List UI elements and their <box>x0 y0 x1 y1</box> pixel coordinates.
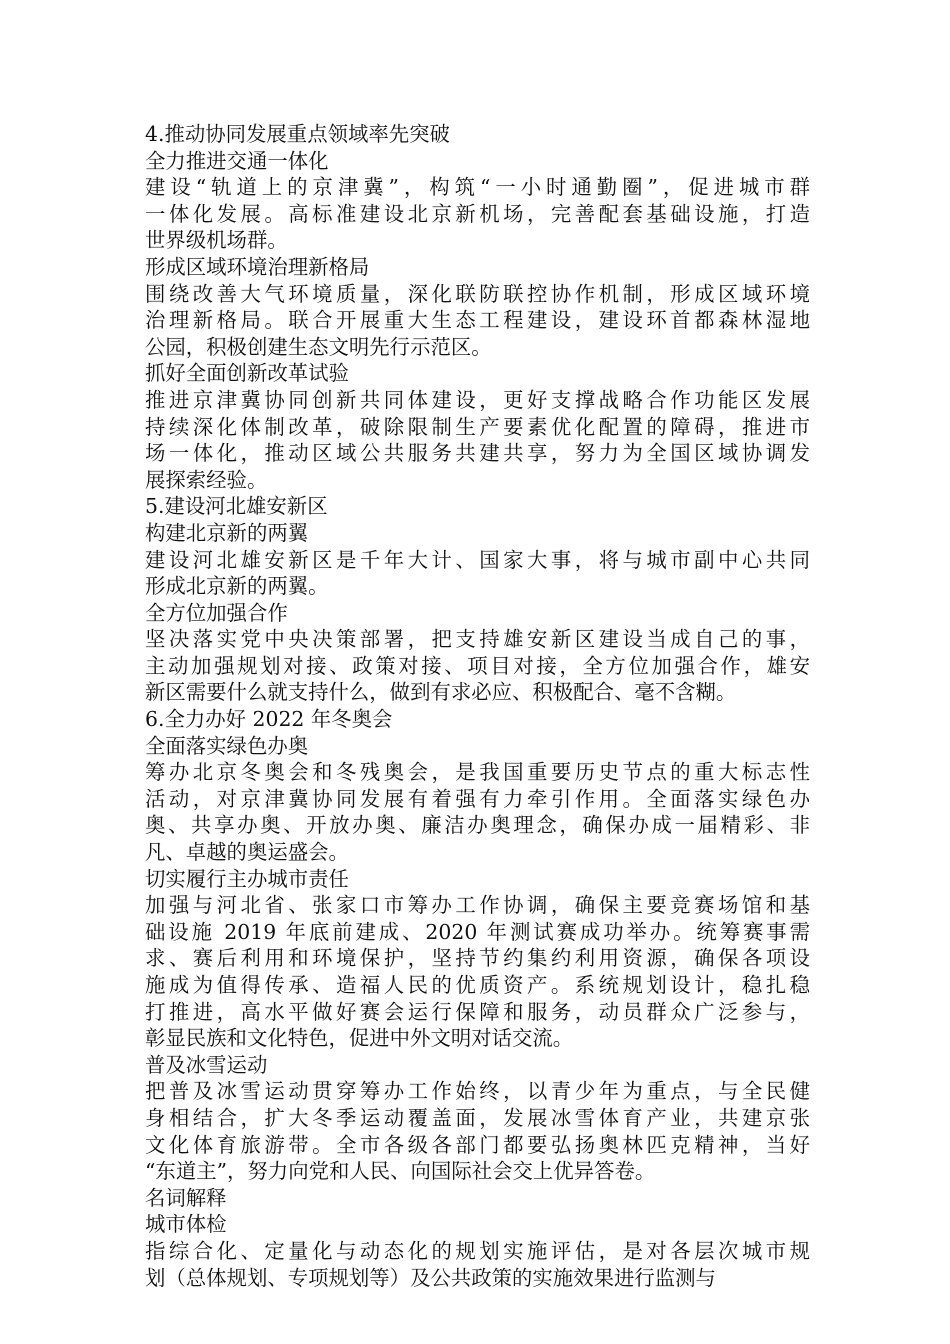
section-heading <box>145 706 810 733</box>
text-line: 坚决落实党中央决策部署，把支持雄安新区建设当成自己的事， <box>145 627 810 652</box>
text-line: 持续深化体制改革，破除限制生产要素优化配置的障碍，推进市 <box>145 414 810 439</box>
subsection-heading <box>145 254 810 281</box>
body-paragraph <box>145 1238 810 1291</box>
body-paragraph <box>145 387 810 493</box>
text-line: 彰显民族和文化特色，促进中外文明对话交流。 <box>145 1026 574 1051</box>
text-line: 筹办北京冬奥会和冬残奥会，是我国重要历史节点的重大标志性 <box>145 760 810 785</box>
text-line: 打推进，高水平做好赛会运行保障和服务，动员群众广泛参与， <box>145 999 810 1024</box>
text-line: 身相结合，扩大冬季运动覆盖面，发展冰雪体育产业，共建京张 <box>145 1105 810 1130</box>
body-paragraph <box>145 1078 810 1184</box>
text-line: 展探索经验。 <box>145 467 268 492</box>
body-paragraph <box>145 759 810 865</box>
text-line: 推进京津冀协同创新共同体建设，更好支撑战略合作功能区发展 <box>145 387 810 412</box>
body-paragraph <box>145 626 810 706</box>
text-line: 治理新格局。联合开展重大生态工程建设，建设环首都森林湿地 <box>145 308 810 333</box>
subsection-heading <box>145 866 810 893</box>
text-line: 文化体育旅游带。全市各级各部门都要弘扬奥林匹克精神，当好 <box>145 1132 810 1157</box>
text-line: 划（总体规划、专项规划等）及公共政策的实施效果进行监测与 <box>145 1265 716 1290</box>
text-line: 构建北京新的两翼 <box>145 520 309 545</box>
body-paragraph <box>145 174 810 254</box>
section-heading <box>145 493 810 520</box>
text-line: 5.建设河北雄安新区 <box>145 494 328 519</box>
subsection-heading <box>145 148 810 175</box>
text-line: 形成北京新的两翼。 <box>145 574 329 599</box>
text-line: 加强与河北省、张家口市筹办工作协调，确保主要竞赛场馆和基 <box>145 893 810 918</box>
text-line: “东道主”，努力向党和人民、向国际社会交上优异答卷。 <box>145 1159 656 1184</box>
subsection-heading <box>145 1052 810 1079</box>
text-line: 世界级机场群。 <box>145 228 288 253</box>
section-heading <box>145 121 810 148</box>
subsection-heading <box>145 520 810 547</box>
text-line: 把普及冰雪运动贯穿筹办工作始终，以青少年为重点，与全民健 <box>145 1079 810 1104</box>
text-line: 础设施 2019 年底前建成、2020 年测试赛成功举办。统筹赛事需 <box>145 919 810 944</box>
text-line: 抓好全面创新改革试验 <box>145 361 349 386</box>
text-line: 施成为值得传承、造福人民的优质资产。系统规划设计，稳扎稳 <box>145 973 810 997</box>
text-line: 指综合化、定量化与动态化的规划实施评估，是对各层次城市规 <box>145 1238 810 1263</box>
section-heading <box>145 1185 810 1212</box>
text-line: 求、赛后利用和环境保护，坚持节约集约利用资源，确保各项设 <box>145 946 810 971</box>
text-line: 城市体检 <box>145 1212 227 1237</box>
text-line: 建设河北雄安新区是千年大计、国家大事，将与城市副中心共同 <box>145 547 810 572</box>
document-body <box>145 121 810 1291</box>
body-paragraph <box>145 547 810 600</box>
text-line: 一体化发展。高标准建设北京新机场，完善配套基础设施，打造 <box>145 201 810 226</box>
text-line: 场一体化，推动区域公共服务共建共享，努力为全国区域协调发 <box>145 441 810 466</box>
text-line: 建设“轨道上的京津冀”，构筑“一小时通勤圈”，促进城市群 <box>145 175 810 200</box>
text-line: 普及冰雪运动 <box>145 1052 268 1077</box>
text-line: 全方位加强合作 <box>145 600 288 625</box>
text-line: 主动加强规划对接、政策对接、项目对接，全方位加强合作，雄安 <box>145 653 810 678</box>
subsection-heading <box>145 600 810 627</box>
body-paragraph <box>145 892 810 1052</box>
text-line: 新区需要什么就支持什么，做到有求必应、积极配合、毫不含糊。 <box>145 680 737 705</box>
text-line: 4.推动协同发展重点领域率先突破 <box>145 122 450 146</box>
subsection-heading <box>145 733 810 760</box>
text-line: 全面落实绿色办奥 <box>145 733 309 758</box>
body-paragraph <box>145 281 810 361</box>
text-line: 凡、卓越的奥运盛会。 <box>145 840 349 865</box>
subsection-heading <box>145 1211 810 1238</box>
text-line: 切实履行主办城市责任 <box>145 866 349 891</box>
text-line: 奥、共享办奥、开放办奥、廉洁办奥理念，确保办成一届精彩、非 <box>145 813 810 838</box>
text-line: 6.全力办好 2022 年冬奥会 <box>145 707 393 732</box>
text-line: 围绕改善大气环境质量，深化联防联控协作机制，形成区域环境 <box>145 281 810 306</box>
text-line: 公园，积极创建生态文明先行示范区。 <box>145 334 492 359</box>
text-line: 全力推进交通一体化 <box>145 148 329 173</box>
text-line: 名词解释 <box>145 1185 227 1210</box>
text-line: 形成区域环境治理新格局 <box>145 254 370 279</box>
subsection-heading <box>145 360 810 387</box>
text-line: 活动，对京津冀协同发展有着强有力牵引作用。全面落实绿色办 <box>145 786 810 811</box>
